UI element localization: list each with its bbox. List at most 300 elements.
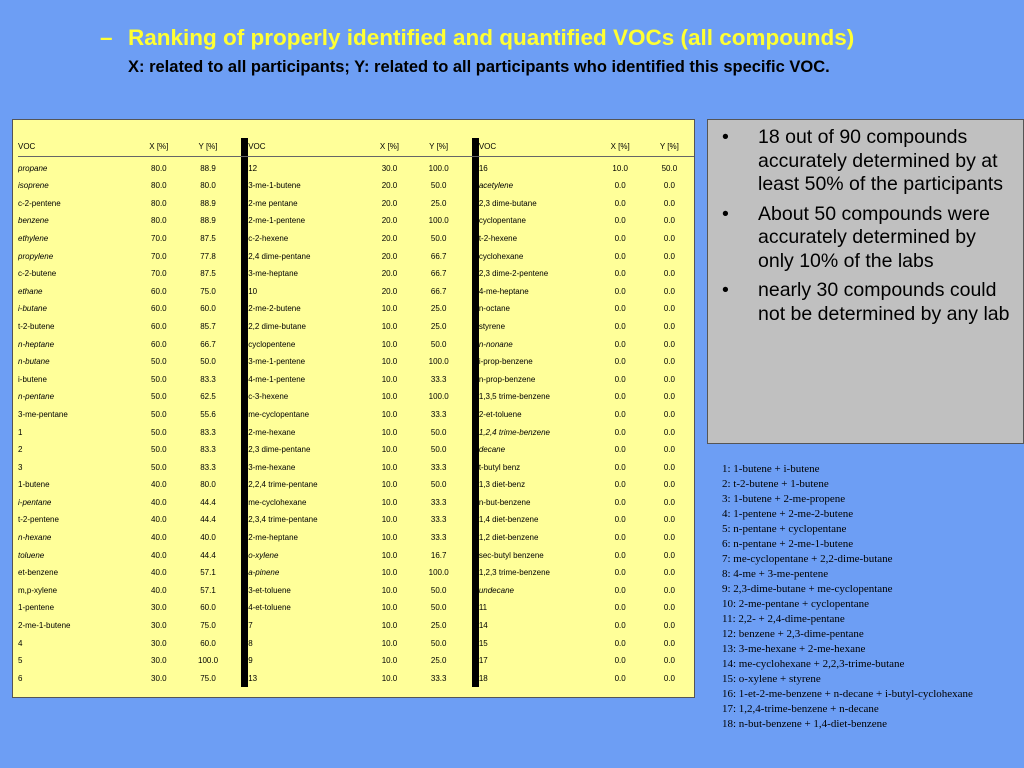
voc-name-cell: n-octane [478, 304, 510, 314]
x-percent-cell: 10.0 [381, 550, 398, 560]
y-percent-cell: 25.0 [430, 198, 447, 208]
voc-name-cell: 13 [248, 673, 258, 683]
column-divider [472, 353, 479, 371]
legend-item: 3: 1-butene + 2-me-propene [722, 493, 846, 505]
y-percent-cell: 0.0 [663, 286, 675, 296]
column-divider [241, 406, 248, 424]
voc-name-cell: o-xylene [248, 550, 279, 560]
column-spacer [463, 212, 472, 230]
voc-name-cell: n-hexane [18, 533, 52, 543]
column-divider [241, 230, 248, 248]
voc-name-cell: 2-et-toluene [478, 409, 522, 419]
column-spacer [463, 318, 472, 336]
y-percent-cell: 50.0 [661, 163, 678, 173]
y-percent-cell: 83.3 [200, 374, 216, 384]
table-row [18, 511, 694, 529]
y-percent-cell: 33.3 [430, 374, 447, 384]
column-divider [472, 441, 479, 459]
x-percent-cell: 30.0 [381, 163, 398, 173]
y-percent-cell: 0.0 [663, 409, 675, 419]
voc-name-cell: 10 [248, 286, 258, 296]
x-percent-cell: 10.0 [381, 304, 398, 314]
voc-name-cell: 2,3 dime-pentane [248, 445, 311, 455]
x-percent-cell: 0.0 [614, 198, 626, 208]
voc-name-cell: 2,3,4 trime-pentane [248, 515, 318, 525]
y-percent-cell: 0.0 [663, 462, 675, 472]
column-spacer [463, 564, 472, 582]
x-percent-cell: 10.0 [381, 374, 398, 384]
table-row [18, 564, 694, 582]
column-spacer [463, 336, 472, 354]
column-divider [241, 283, 248, 301]
x-percent-cell: 50.0 [151, 462, 167, 472]
column-divider [241, 388, 248, 406]
voc-name-cell: 2,2 dime-butane [248, 321, 307, 331]
voc-name-cell: m,p-xylene [18, 585, 58, 595]
x-percent-cell: 10.0 [381, 321, 398, 331]
voc-name-cell: propylene [18, 251, 54, 261]
column-spacer [463, 388, 472, 406]
table-row [18, 265, 694, 283]
header-voc-2: VOC [248, 142, 266, 151]
voc-name-cell: 1-pentene [18, 603, 55, 613]
voc-name-cell: n-heptane [18, 339, 55, 349]
voc-name-cell: 2,4 dime-pentane [248, 251, 311, 261]
table-row [18, 441, 694, 459]
column-divider [241, 547, 248, 565]
y-percent-cell: 62.5 [200, 392, 216, 402]
column-spacer [233, 300, 242, 318]
x-percent-cell: 10.0 [612, 163, 628, 173]
voc-name-cell: toluene [18, 550, 45, 560]
column-spacer [233, 617, 242, 635]
column-spacer [463, 652, 472, 670]
x-percent-cell: 20.0 [381, 216, 398, 226]
y-percent-cell: 55.6 [200, 409, 216, 419]
voc-name-cell: 3-et-toluene [248, 585, 291, 595]
column-divider [241, 441, 248, 459]
column-spacer [463, 459, 472, 477]
y-percent-cell: 100.0 [428, 216, 449, 226]
voc-name-cell: 3-me-1-butene [248, 181, 301, 191]
voc-name-cell: sec-butyl benzene [478, 550, 544, 560]
y-percent-cell: 0.0 [663, 621, 675, 631]
column-divider [241, 670, 248, 688]
table-row [18, 424, 694, 442]
column-spacer [233, 371, 242, 389]
voc-name-cell: 12 [248, 163, 258, 173]
voc-name-cell: c-3-hexene [248, 392, 289, 402]
voc-name-cell: n-prop-benzene [478, 374, 536, 384]
table-row [18, 599, 694, 617]
column-spacer [463, 406, 472, 424]
y-percent-cell: 87.5 [200, 269, 216, 279]
column-divider [241, 300, 248, 318]
voc-name-cell: 2,2,4 trime-pentane [248, 480, 318, 490]
x-percent-cell: 30.0 [151, 603, 167, 613]
x-percent-cell: 40.0 [151, 497, 167, 507]
y-percent-cell: 60.0 [200, 304, 216, 314]
column-spacer [233, 635, 242, 653]
table-row [18, 529, 694, 547]
column-divider [241, 195, 248, 213]
legend-item: 7: me-cyclopentane + 2,2-dime-butane [722, 553, 893, 565]
y-percent-cell: 50.0 [430, 445, 447, 455]
header-x-1: X [%] [149, 142, 169, 151]
x-percent-cell: 10.0 [381, 445, 398, 455]
column-divider [472, 564, 479, 582]
y-percent-cell: 87.5 [200, 233, 216, 243]
x-percent-cell: 40.0 [151, 480, 167, 490]
voc-name-cell: 1,3,5 trime-benzene [478, 392, 550, 402]
voc-name-cell: undecane [478, 585, 514, 595]
voc-name-cell: ethane [18, 286, 43, 296]
voc-name-cell: i-butene [18, 374, 47, 384]
voc-name-cell: decane [478, 445, 506, 455]
column-spacer [463, 635, 472, 653]
header-y-1: Y [%] [198, 142, 218, 151]
column-spacer [233, 138, 242, 156]
title-text: Ranking of properly identified and quantified VOCs (all compounds) [128, 25, 855, 50]
x-percent-cell: 0.0 [614, 216, 626, 226]
table-row [18, 353, 694, 371]
bullet-icon: • [722, 126, 729, 148]
y-percent-cell: 0.0 [663, 339, 675, 349]
legend-item: 2: t-2-butene + 1-butene [722, 478, 829, 490]
header-y-3: Y [%] [659, 142, 679, 151]
x-percent-cell: 0.0 [614, 462, 626, 472]
x-percent-cell: 0.0 [614, 427, 626, 437]
legend-item: 4: 1-pentene + 2-me-2-butene [722, 508, 854, 520]
y-percent-cell: 0.0 [663, 445, 675, 455]
summary-list [708, 120, 1023, 326]
column-divider [472, 599, 479, 617]
voc-name-cell: i-pentane [18, 497, 52, 507]
column-spacer [233, 494, 242, 512]
y-percent-cell: 25.0 [430, 321, 447, 331]
x-percent-cell: 40.0 [151, 533, 167, 543]
y-percent-cell: 50.0 [430, 233, 447, 243]
y-percent-cell: 75.0 [200, 621, 216, 631]
voc-name-cell: benzene [18, 216, 49, 226]
legend-item: 6: n-pentane + 2-me-1-butene [722, 538, 854, 550]
column-divider [241, 318, 248, 336]
x-percent-cell: 30.0 [151, 638, 167, 648]
y-percent-cell: 0.0 [663, 568, 675, 578]
column-divider [472, 388, 479, 406]
voc-name-cell: me-cyclopentane [248, 409, 310, 419]
x-percent-cell: 80.0 [151, 198, 167, 208]
column-spacer [233, 177, 242, 195]
y-percent-cell: 88.9 [200, 163, 216, 173]
y-percent-cell: 0.0 [663, 233, 675, 243]
table-row [18, 177, 694, 195]
column-spacer [463, 670, 472, 688]
y-percent-cell: 0.0 [663, 638, 675, 648]
x-percent-cell: 50.0 [151, 357, 167, 367]
column-divider [241, 635, 248, 653]
x-percent-cell: 70.0 [151, 251, 167, 261]
voc-name-cell: a-pinene [248, 568, 280, 578]
voc-name-cell: 4-me-1-pentene [248, 374, 306, 384]
y-percent-cell: 80.0 [200, 181, 216, 191]
x-percent-cell: 0.0 [614, 550, 626, 560]
y-percent-cell: 83.3 [200, 462, 216, 472]
x-percent-cell: 0.0 [614, 321, 626, 331]
column-divider [472, 336, 479, 354]
column-spacer [463, 599, 472, 617]
voc-name-cell: 1-butene [18, 480, 50, 490]
x-percent-cell: 0.0 [614, 638, 626, 648]
y-percent-cell: 50.0 [430, 427, 447, 437]
column-spacer [463, 138, 472, 156]
table-row [18, 652, 694, 670]
legend-item: 14: me-cyclohexane + 2,2,3-trime-butane [722, 658, 905, 670]
table-row [18, 459, 694, 477]
column-divider [241, 511, 248, 529]
column-spacer [463, 230, 472, 248]
x-percent-cell: 30.0 [151, 621, 167, 631]
y-percent-cell: 40.0 [200, 533, 216, 543]
y-percent-cell: 75.0 [200, 286, 216, 296]
column-spacer [233, 511, 242, 529]
column-divider [472, 670, 479, 688]
voc-name-cell: 2-me-1-butene [18, 621, 71, 631]
column-spacer [463, 371, 472, 389]
voc-name-cell: 7 [248, 621, 253, 631]
column-spacer [463, 529, 472, 547]
y-percent-cell: 0.0 [663, 321, 675, 331]
slide-title [100, 24, 854, 52]
summary-box [707, 119, 1024, 444]
x-percent-cell: 0.0 [614, 656, 626, 666]
y-percent-cell: 57.1 [200, 568, 216, 578]
voc-name-cell: 4 [18, 638, 23, 648]
column-divider [472, 424, 479, 442]
legend-item: 10: 2-me-pentane + cyclopentane [722, 598, 870, 610]
voc-ranking-table [18, 138, 694, 687]
summary-item [722, 279, 1015, 326]
column-spacer [463, 494, 472, 512]
x-percent-cell: 10.0 [381, 409, 398, 419]
voc-name-cell: cyclopentene [248, 339, 296, 349]
y-percent-cell: 0.0 [663, 251, 675, 261]
column-spacer [463, 177, 472, 195]
column-divider [472, 582, 479, 600]
table-row [18, 248, 694, 266]
x-percent-cell: 40.0 [151, 568, 167, 578]
voc-name-cell: 6 [18, 673, 23, 683]
voc-name-cell: 2,3 dime-2-pentene [478, 269, 549, 279]
column-divider [241, 476, 248, 494]
voc-name-cell: 4-et-toluene [248, 603, 291, 613]
column-divider [472, 195, 479, 213]
x-percent-cell: 0.0 [614, 304, 626, 314]
column-divider [472, 300, 479, 318]
voc-name-cell: t-2-pentene [18, 515, 59, 525]
y-percent-cell: 50.0 [430, 603, 447, 613]
table-row [18, 617, 694, 635]
x-percent-cell: 10.0 [381, 568, 398, 578]
header-x-2: X [%] [379, 142, 400, 151]
voc-name-cell: n-pentane [18, 392, 55, 402]
table-row [18, 230, 694, 248]
y-percent-cell: 83.3 [200, 427, 216, 437]
x-percent-cell: 10.0 [381, 497, 398, 507]
legend-item: 13: 3-me-hexane + 2-me-hexane [722, 643, 866, 655]
legend-item: 9: 2,3-dime-butane + me-cyclopentane [722, 583, 893, 595]
y-percent-cell: 100.0 [198, 656, 219, 666]
y-percent-cell: 85.7 [200, 321, 216, 331]
voc-name-cell: n-but-benzene [478, 497, 531, 507]
voc-name-cell: 2 [18, 445, 23, 455]
voc-name-cell: 17 [478, 656, 488, 666]
voc-name-cell: me-cyclohexane [248, 497, 307, 507]
column-spacer [233, 652, 242, 670]
voc-name-cell: t-2-butene [18, 321, 55, 331]
voc-name-cell: i-butane [18, 304, 47, 314]
y-percent-cell: 33.3 [430, 673, 447, 683]
column-divider [472, 283, 479, 301]
column-spacer [233, 547, 242, 565]
x-percent-cell: 0.0 [614, 515, 626, 525]
y-percent-cell: 75.0 [200, 673, 216, 683]
column-divider [472, 160, 479, 178]
column-divider [241, 564, 248, 582]
voc-name-cell: 2-me-1-pentene [248, 216, 306, 226]
column-divider [472, 617, 479, 635]
y-percent-cell: 0.0 [663, 374, 675, 384]
y-percent-cell: 0.0 [663, 269, 675, 279]
column-spacer [233, 406, 242, 424]
legend-item: 16: 1-et-2-me-benzene + n-decane + i-butyl-cyclohexane [722, 688, 973, 700]
x-percent-cell: 50.0 [151, 427, 167, 437]
title-dash: – [100, 25, 113, 50]
column-spacer [463, 424, 472, 442]
voc-name-cell: 3 [18, 462, 23, 472]
y-percent-cell: 33.3 [430, 497, 447, 507]
y-percent-cell: 60.0 [200, 638, 216, 648]
x-percent-cell: 50.0 [151, 409, 167, 419]
x-percent-cell: 10.0 [381, 480, 398, 490]
voc-name-cell: c-2-hexene [248, 233, 289, 243]
y-percent-cell: 77.8 [200, 251, 216, 261]
y-percent-cell: 66.7 [430, 286, 447, 296]
voc-name-cell: 15 [478, 638, 488, 648]
x-percent-cell: 20.0 [381, 233, 398, 243]
voc-name-cell: 3-me-heptane [248, 269, 298, 279]
y-percent-cell: 0.0 [663, 550, 675, 560]
y-percent-cell: 83.3 [200, 445, 216, 455]
y-percent-cell: 0.0 [663, 392, 675, 402]
x-percent-cell: 0.0 [614, 181, 626, 191]
y-percent-cell: 60.0 [200, 603, 216, 613]
column-spacer [233, 670, 242, 688]
voc-name-cell: c-2-pentene [18, 198, 61, 208]
y-percent-cell: 0.0 [663, 656, 675, 666]
y-percent-cell: 0.0 [663, 216, 675, 226]
table-row [18, 318, 694, 336]
column-spacer [233, 248, 242, 266]
y-percent-cell: 33.3 [430, 409, 447, 419]
column-divider [241, 138, 248, 156]
column-spacer [233, 283, 242, 301]
voc-name-cell: acetylene [478, 181, 514, 191]
voc-name-cell: 5 [18, 656, 23, 666]
table-row [18, 388, 694, 406]
voc-table-panel [12, 119, 695, 698]
column-divider [472, 494, 479, 512]
column-spacer [463, 582, 472, 600]
y-percent-cell: 0.0 [663, 497, 675, 507]
voc-name-cell: cyclohexane [478, 251, 524, 261]
voc-name-cell: 2-me-2-butene [248, 304, 301, 314]
voc-name-cell: 1,2,4 trime-benzene [478, 427, 550, 437]
column-spacer [463, 300, 472, 318]
summary-item [722, 126, 1015, 197]
column-spacer [233, 336, 242, 354]
x-percent-cell: 10.0 [381, 585, 398, 595]
column-spacer [233, 424, 242, 442]
y-percent-cell: 25.0 [430, 656, 447, 666]
x-percent-cell: 30.0 [151, 673, 167, 683]
table-header-row [18, 138, 694, 156]
voc-name-cell: 2-me-heptane [248, 533, 298, 543]
column-spacer [463, 195, 472, 213]
bullet-icon: • [722, 202, 729, 225]
table-row [18, 371, 694, 389]
voc-name-cell: cyclopentane [478, 216, 526, 226]
summary-text: 18 out of 90 compounds accurately determined by at least 50% of the participants [758, 126, 1003, 195]
voc-name-cell: 16 [478, 163, 488, 173]
y-percent-cell: 16.7 [430, 550, 447, 560]
y-percent-cell: 33.3 [430, 515, 447, 525]
x-percent-cell: 60.0 [151, 339, 167, 349]
y-percent-cell: 0.0 [663, 515, 675, 525]
x-percent-cell: 0.0 [614, 533, 626, 543]
x-percent-cell: 10.0 [381, 515, 398, 525]
x-percent-cell: 60.0 [151, 304, 167, 314]
voc-name-cell: 3-me-1-pentene [248, 357, 306, 367]
column-divider [241, 248, 248, 266]
y-percent-cell: 0.0 [663, 603, 675, 613]
y-percent-cell: 44.4 [200, 497, 216, 507]
column-divider [241, 582, 248, 600]
table-row [18, 283, 694, 301]
x-percent-cell: 10.0 [381, 656, 398, 666]
voc-name-cell: 1,3 diet-benz [478, 480, 526, 490]
voc-name-cell: t-butyl benz [478, 462, 521, 472]
x-percent-cell: 10.0 [381, 357, 398, 367]
table-row [18, 635, 694, 653]
column-divider [241, 459, 248, 477]
voc-name-cell: t-2-hexene [478, 233, 518, 243]
column-spacer [233, 265, 242, 283]
column-spacer [463, 283, 472, 301]
column-divider [472, 371, 479, 389]
header-voc-1: VOC [18, 142, 36, 151]
column-divider [472, 459, 479, 477]
column-divider [472, 635, 479, 653]
column-divider [241, 353, 248, 371]
y-percent-cell: 50.0 [430, 181, 447, 191]
x-percent-cell: 80.0 [151, 163, 167, 173]
legend-item: 8: 4-me + 3-me-pentene [722, 568, 829, 580]
voc-table-body [18, 160, 694, 688]
voc-name-cell: n-butane [18, 357, 50, 367]
x-percent-cell: 0.0 [614, 269, 626, 279]
column-divider [472, 476, 479, 494]
